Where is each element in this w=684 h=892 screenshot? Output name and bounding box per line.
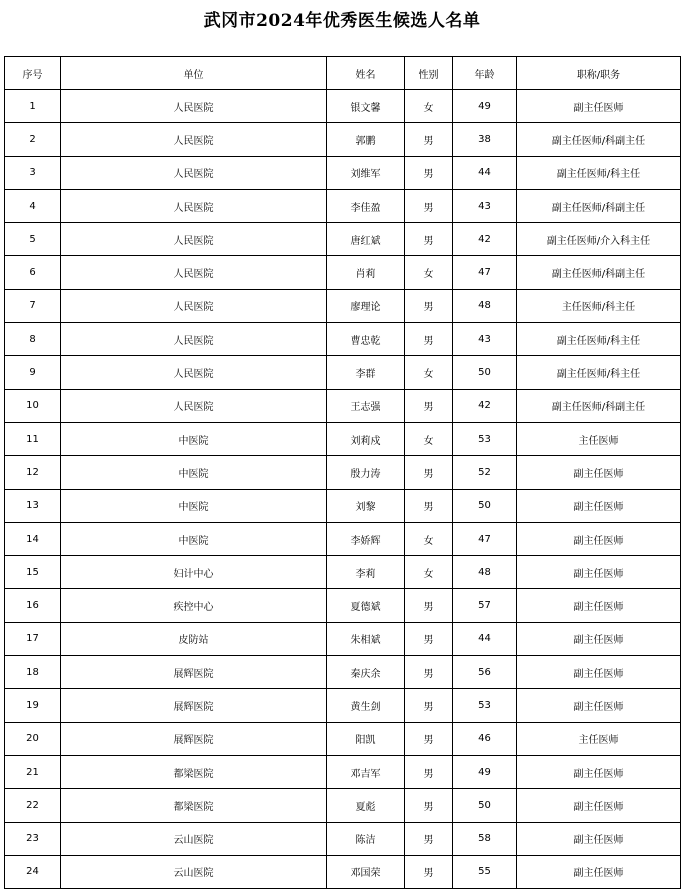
cell-index: 18 <box>5 656 61 689</box>
table-row <box>5 223 681 256</box>
cell-index: 22 <box>5 789 61 822</box>
cell-gender: 女 <box>405 422 453 455</box>
cell-gender: 女 <box>405 256 453 289</box>
cell-unit: 中医院 <box>61 422 327 455</box>
cell-position: 副主任医师 <box>517 822 681 855</box>
cell-age: 44 <box>453 622 517 655</box>
cell-gender: 女 <box>405 356 453 389</box>
cell-name: 刘维军 <box>327 156 405 189</box>
table-row <box>5 522 681 555</box>
cell-position: 副主任医师 <box>517 556 681 589</box>
cell-age: 38 <box>453 123 517 156</box>
table-row <box>5 656 681 689</box>
cell-age: 58 <box>453 822 517 855</box>
table-row <box>5 589 681 622</box>
table-row <box>5 689 681 722</box>
cell-gender: 男 <box>405 123 453 156</box>
cell-age: 49 <box>453 755 517 788</box>
cell-index: 4 <box>5 189 61 222</box>
cell-unit: 中医院 <box>61 522 327 555</box>
cell-unit: 人民医院 <box>61 323 327 356</box>
cell-age: 50 <box>453 789 517 822</box>
cell-gender: 男 <box>405 189 453 222</box>
cell-position: 主任医师 <box>517 422 681 455</box>
cell-unit: 人民医院 <box>61 389 327 422</box>
cell-age: 48 <box>453 289 517 322</box>
cell-name: 李佳盈 <box>327 189 405 222</box>
header-row <box>5 57 681 90</box>
table-row <box>5 90 681 123</box>
cell-unit: 人民医院 <box>61 256 327 289</box>
cell-gender: 男 <box>405 855 453 888</box>
cell-name: 郭鹏 <box>327 123 405 156</box>
cell-gender: 男 <box>405 622 453 655</box>
cell-name: 邓国荣 <box>327 855 405 888</box>
cell-position: 副主任医师/科副主任 <box>517 389 681 422</box>
cell-name: 李娇辉 <box>327 522 405 555</box>
cell-unit: 云山医院 <box>61 822 327 855</box>
cell-index: 20 <box>5 722 61 755</box>
cell-unit: 人民医院 <box>61 156 327 189</box>
cell-position: 副主任医师/科主任 <box>517 356 681 389</box>
cell-position: 副主任医师/科副主任 <box>517 123 681 156</box>
cell-gender: 男 <box>405 656 453 689</box>
cell-unit: 展辉医院 <box>61 656 327 689</box>
cell-gender: 男 <box>405 722 453 755</box>
cell-age: 46 <box>453 722 517 755</box>
cell-age: 44 <box>453 156 517 189</box>
cell-unit: 都梁医院 <box>61 755 327 788</box>
cell-unit: 展辉医院 <box>61 689 327 722</box>
header-gender: 性别 <box>405 57 453 90</box>
cell-position: 副主任医师 <box>517 456 681 489</box>
cell-unit: 人民医院 <box>61 189 327 222</box>
cell-name: 殷力涛 <box>327 456 405 489</box>
cell-position: 副主任医师/科主任 <box>517 156 681 189</box>
cell-name: 刘黎 <box>327 489 405 522</box>
cell-unit: 皮防站 <box>61 622 327 655</box>
cell-name: 黄生剑 <box>327 689 405 722</box>
cell-name: 夏彪 <box>327 789 405 822</box>
cell-unit: 疾控中心 <box>61 589 327 622</box>
cell-name: 李群 <box>327 356 405 389</box>
cell-unit: 云山医院 <box>61 855 327 888</box>
cell-name: 陈洁 <box>327 822 405 855</box>
cell-index: 11 <box>5 422 61 455</box>
cell-gender: 男 <box>405 822 453 855</box>
cell-position: 副主任医师/介入科主任 <box>517 223 681 256</box>
cell-position: 副主任医师 <box>517 589 681 622</box>
cell-age: 49 <box>453 90 517 123</box>
table-row <box>5 123 681 156</box>
cell-index: 19 <box>5 689 61 722</box>
cell-index: 1 <box>5 90 61 123</box>
cell-position: 副主任医师 <box>517 622 681 655</box>
cell-gender: 男 <box>405 755 453 788</box>
cell-name: 夏德斌 <box>327 589 405 622</box>
cell-index: 23 <box>5 822 61 855</box>
cell-index: 9 <box>5 356 61 389</box>
header-age: 年龄 <box>453 57 517 90</box>
table-row <box>5 622 681 655</box>
cell-name: 邓吉军 <box>327 755 405 788</box>
cell-gender: 男 <box>405 589 453 622</box>
cell-unit: 妇计中心 <box>61 556 327 589</box>
cell-index: 5 <box>5 223 61 256</box>
table-row <box>5 356 681 389</box>
cell-position: 副主任医师 <box>517 755 681 788</box>
table-row <box>5 256 681 289</box>
table-row <box>5 489 681 522</box>
cell-unit: 人民医院 <box>61 123 327 156</box>
cell-name: 银文馨 <box>327 90 405 123</box>
page-title: 武冈市2024年优秀医生候选人名单 <box>203 11 481 31</box>
cell-name: 朱相斌 <box>327 622 405 655</box>
table-row <box>5 389 681 422</box>
cell-gender: 女 <box>405 522 453 555</box>
cell-gender: 女 <box>405 556 453 589</box>
table-row <box>5 156 681 189</box>
cell-gender: 男 <box>405 156 453 189</box>
cell-name: 王志强 <box>327 389 405 422</box>
cell-gender: 男 <box>405 289 453 322</box>
cell-unit: 展辉医院 <box>61 722 327 755</box>
cell-age: 50 <box>453 489 517 522</box>
cell-age: 42 <box>453 389 517 422</box>
header-position: 职称/职务 <box>517 57 681 90</box>
cell-name: 唐红斌 <box>327 223 405 256</box>
cell-position: 副主任医师 <box>517 789 681 822</box>
cell-name: 阳凯 <box>327 722 405 755</box>
cell-gender: 男 <box>405 323 453 356</box>
cell-index: 15 <box>5 556 61 589</box>
cell-position: 副主任医师 <box>517 489 681 522</box>
cell-age: 52 <box>453 456 517 489</box>
cell-age: 47 <box>453 256 517 289</box>
table-row <box>5 822 681 855</box>
table-row <box>5 323 681 356</box>
header-name: 姓名 <box>327 57 405 90</box>
cell-position: 主任医师/科主任 <box>517 289 681 322</box>
cell-index: 16 <box>5 589 61 622</box>
cell-name: 肖莉 <box>327 256 405 289</box>
cell-position: 副主任医师 <box>517 855 681 888</box>
cell-unit: 中医院 <box>61 456 327 489</box>
cell-age: 48 <box>453 556 517 589</box>
cell-gender: 男 <box>405 689 453 722</box>
cell-unit: 人民医院 <box>61 356 327 389</box>
cell-gender: 男 <box>405 223 453 256</box>
table-row <box>5 456 681 489</box>
cell-name: 秦庆余 <box>327 656 405 689</box>
cell-age: 43 <box>453 323 517 356</box>
cell-name: 廖理论 <box>327 289 405 322</box>
cell-unit: 人民医院 <box>61 223 327 256</box>
cell-position: 副主任医师 <box>517 90 681 123</box>
cell-age: 55 <box>453 855 517 888</box>
table-row <box>5 556 681 589</box>
cell-gender: 女 <box>405 90 453 123</box>
cell-gender: 男 <box>405 789 453 822</box>
table-row <box>5 789 681 822</box>
cell-unit: 都梁医院 <box>61 789 327 822</box>
cell-age: 50 <box>453 356 517 389</box>
cell-position: 副主任医师 <box>517 522 681 555</box>
cell-position: 副主任医师 <box>517 689 681 722</box>
cell-gender: 男 <box>405 489 453 522</box>
candidate-table <box>4 56 681 889</box>
cell-index: 17 <box>5 622 61 655</box>
cell-age: 53 <box>453 422 517 455</box>
table-row <box>5 189 681 222</box>
cell-index: 3 <box>5 156 61 189</box>
cell-index: 7 <box>5 289 61 322</box>
cell-position: 副主任医师/科主任 <box>517 323 681 356</box>
cell-index: 2 <box>5 123 61 156</box>
cell-position: 副主任医师 <box>517 656 681 689</box>
table-row <box>5 722 681 755</box>
cell-name: 李莉 <box>327 556 405 589</box>
cell-index: 13 <box>5 489 61 522</box>
cell-position: 主任医师 <box>517 722 681 755</box>
cell-index: 14 <box>5 522 61 555</box>
table-row <box>5 422 681 455</box>
cell-index: 12 <box>5 456 61 489</box>
cell-age: 47 <box>453 522 517 555</box>
header-index: 序号 <box>5 57 61 90</box>
cell-position: 副主任医师/科副主任 <box>517 256 681 289</box>
cell-age: 53 <box>453 689 517 722</box>
cell-unit: 人民医院 <box>61 90 327 123</box>
cell-name: 曹忠乾 <box>327 323 405 356</box>
table-row <box>5 289 681 322</box>
cell-index: 21 <box>5 755 61 788</box>
header-unit: 单位 <box>61 57 327 90</box>
table-row <box>5 755 681 788</box>
cell-gender: 男 <box>405 456 453 489</box>
cell-age: 42 <box>453 223 517 256</box>
cell-unit: 人民医院 <box>61 289 327 322</box>
cell-age: 43 <box>453 189 517 222</box>
cell-position: 副主任医师/科副主任 <box>517 189 681 222</box>
cell-index: 24 <box>5 855 61 888</box>
table-row <box>5 855 681 888</box>
cell-age: 57 <box>453 589 517 622</box>
cell-index: 10 <box>5 389 61 422</box>
cell-index: 8 <box>5 323 61 356</box>
cell-index: 6 <box>5 256 61 289</box>
cell-name: 刘莉戍 <box>327 422 405 455</box>
cell-unit: 中医院 <box>61 489 327 522</box>
cell-age: 56 <box>453 656 517 689</box>
cell-gender: 男 <box>405 389 453 422</box>
